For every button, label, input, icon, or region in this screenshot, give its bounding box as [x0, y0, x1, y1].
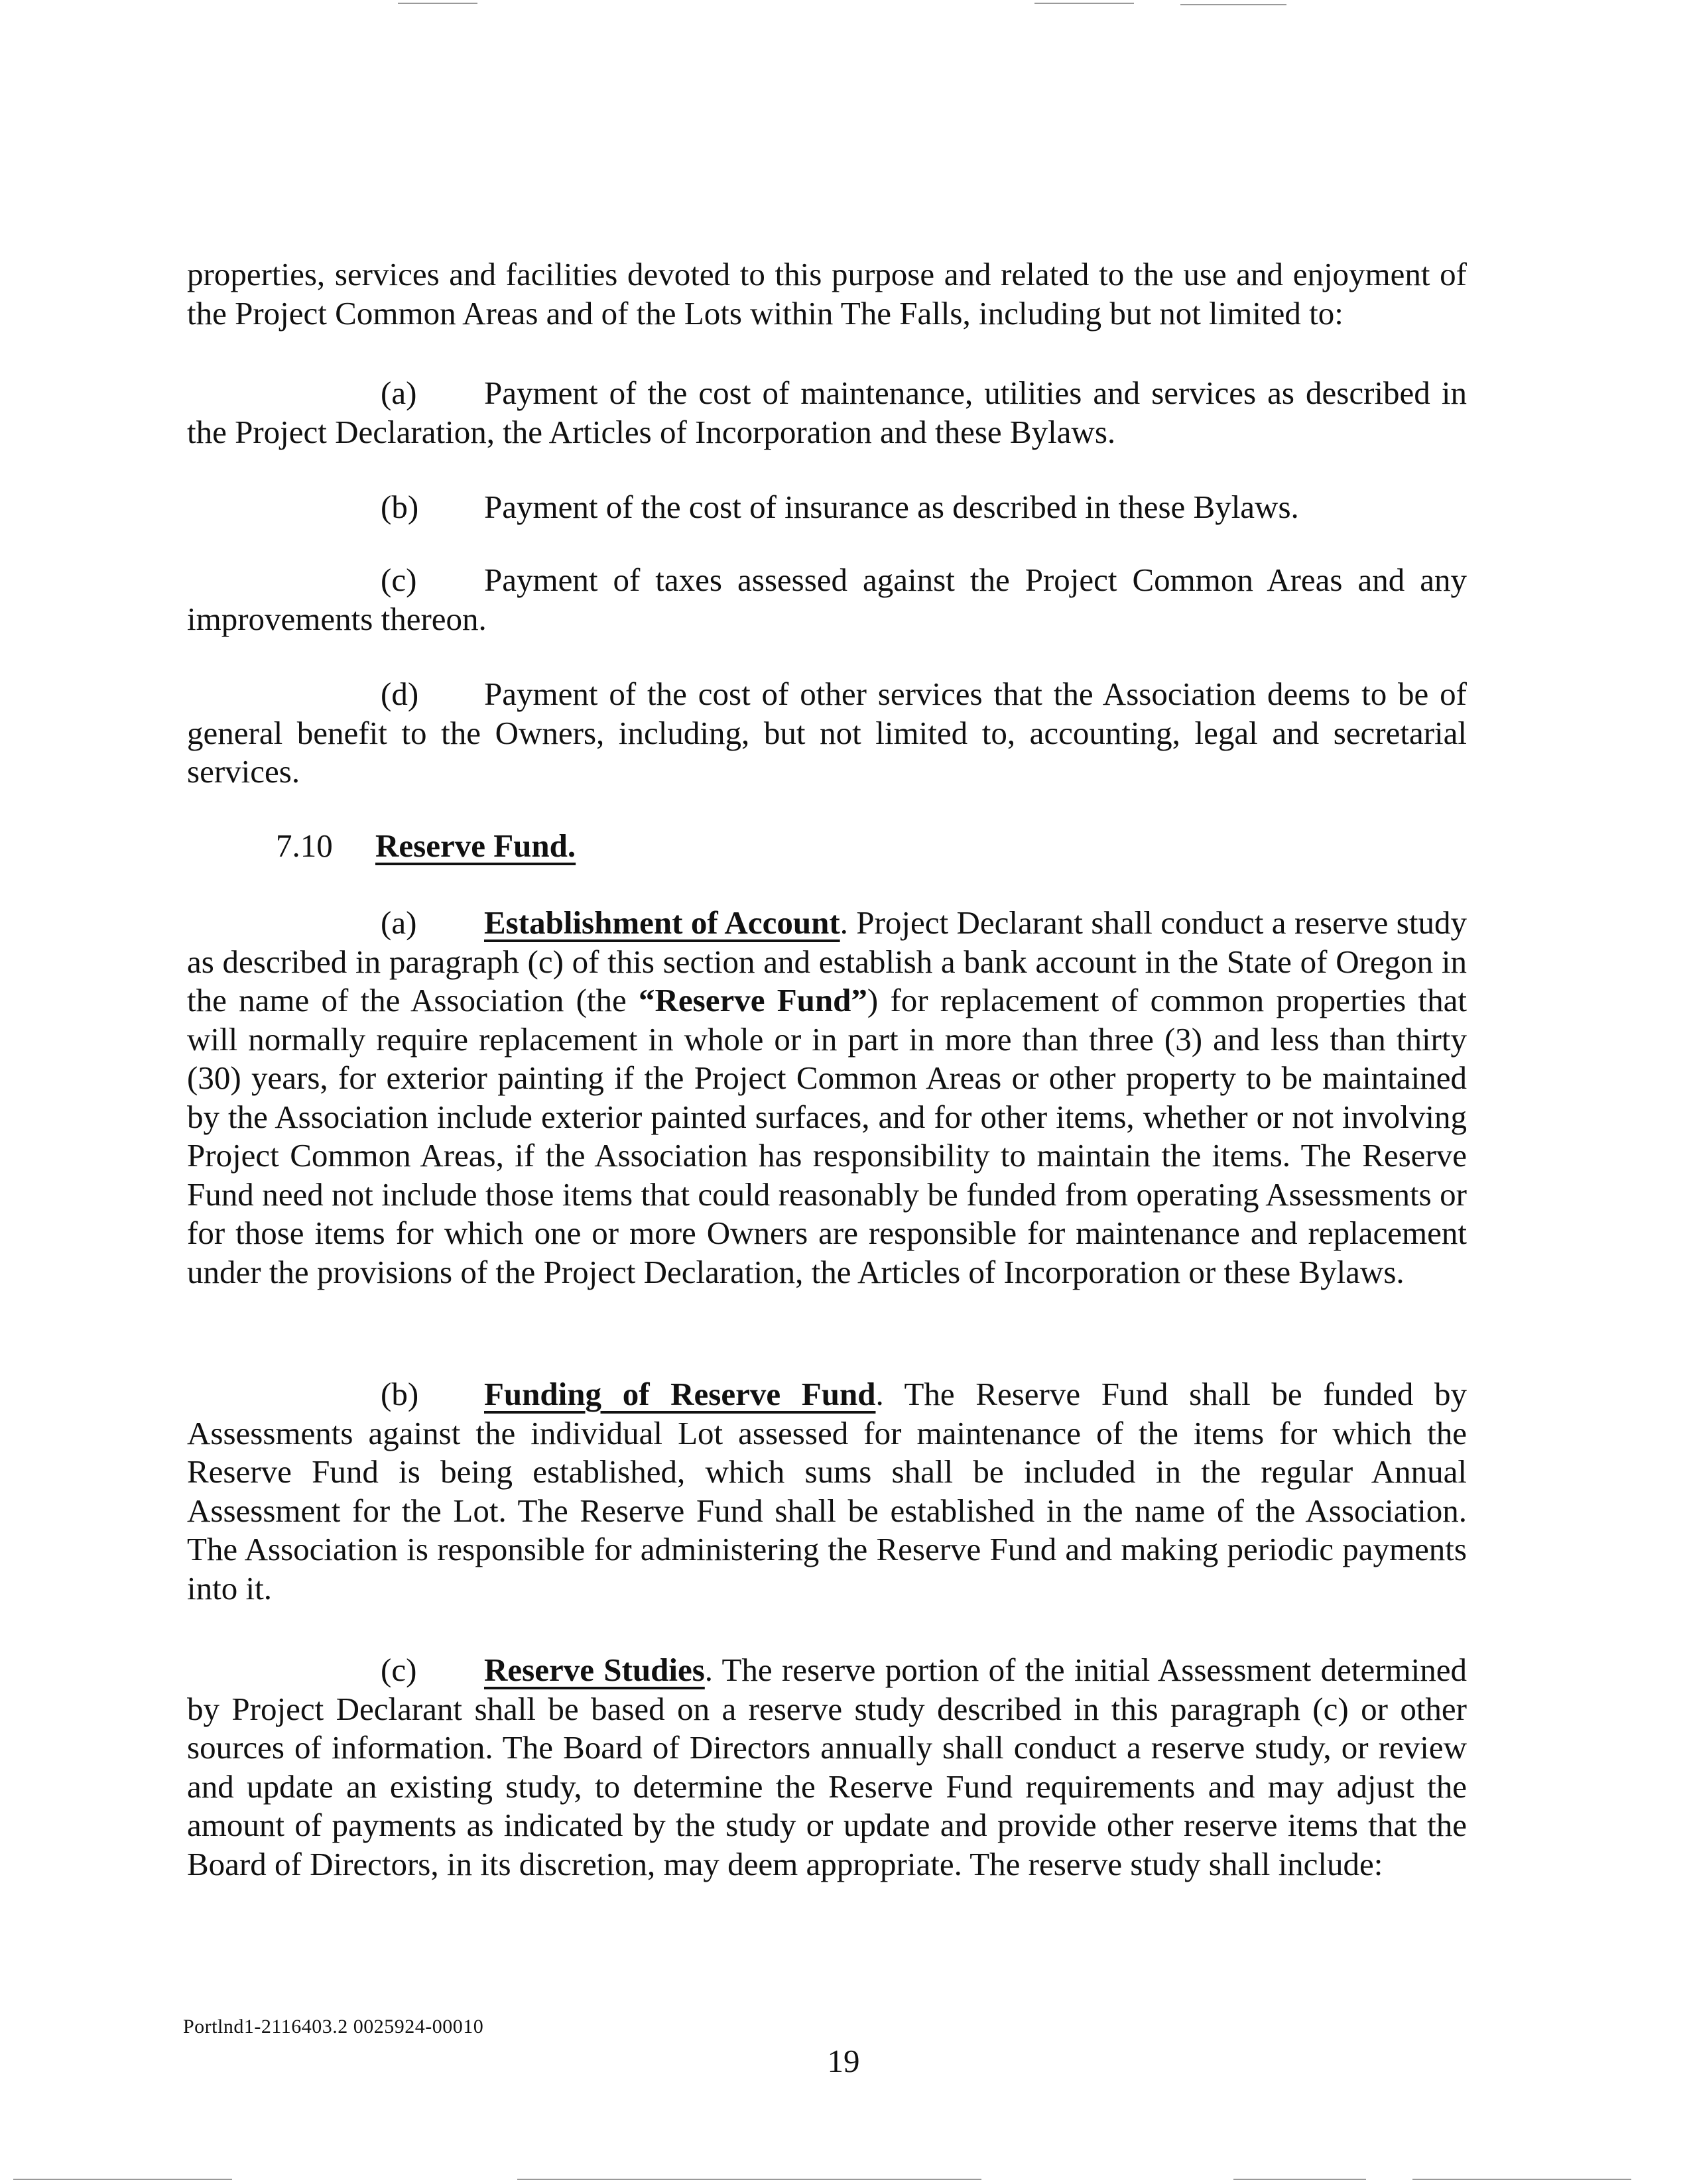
item-text: Payment of the cost of maintenance, utilities and services as described in the Project Declaration, the Articles of Incorporation and these Bylaws. [187, 375, 1467, 450]
intro-text: properties, services and facilities devoted to this purpose and related to the use and enjoyment of the Project Common Areas and of the Lots within The Falls, including but not limited to: [187, 256, 1467, 332]
item-label: (b) [381, 489, 419, 525]
scan-artifact [517, 2179, 981, 2180]
scan-artifact [1233, 2179, 1366, 2180]
list-item [187, 675, 1467, 792]
subsection-a [187, 904, 1467, 1292]
subsection-label: (a) [381, 904, 417, 941]
subsection-b [187, 1375, 1467, 1608]
scan-artifact [398, 3, 477, 4]
scan-artifact [1180, 4, 1286, 5]
section-title: Reserve Fund. [375, 827, 576, 864]
section-heading [187, 827, 1467, 866]
scan-artifact [1412, 2179, 1631, 2180]
defined-term: “Reserve Fund” [639, 982, 867, 1018]
subsection-c [187, 1651, 1467, 1884]
subsection-label: (c) [381, 1652, 417, 1688]
item-label: (c) [381, 562, 417, 598]
item-label: (d) [381, 676, 419, 712]
list-item [187, 374, 1467, 452]
subsection-text: ) for replacement of common properties that will normally require replacement in whole or in part in more than three (3) and less than thirty (30) years, for exterior painting if the Project Common Areas or other property to be maintained by the Association include exterior painted surfaces, and for other items, whether or not involving Project Common Areas, if the Association has responsibility to maintain the items. The Reserve Fund need not include those items that could reasonably be funded from operating Assessments or for those items for which one or more Owners are responsible for maintenance and replacement under the provisions of the Project Declaration, the Articles of Incorporation or these Bylaws. [187, 982, 1467, 1290]
page-number: 19 [827, 2043, 860, 2079]
item-text: Payment of the cost of other services that the Association deems to be of general benefit to the Owners, including, but not limited to, accounting, legal and secretarial services. [187, 676, 1467, 790]
subsection-text: . Project Declarant shall conduct a reserve study as described in paragraph (c) of this section and establish a bank account in the State of Oregon in the name of the Association (the [187, 904, 1467, 1018]
subsection-heading: Establishment of Account [484, 904, 840, 941]
subsection-label: (b) [381, 1376, 419, 1412]
scan-artifact [1034, 3, 1134, 4]
item-text: Payment of taxes assessed against the Project Common Areas and any improvements thereon. [187, 562, 1467, 637]
intro-paragraph [187, 255, 1467, 333]
document-id: Portlnd1-2116403.2 0025924-00010 [183, 2016, 484, 2037]
list-item [187, 561, 1467, 638]
subsection-heading: Reserve Studies [484, 1652, 705, 1688]
subsection-text: . The reserve portion of the initial Assessment determined by Project Declarant shall be based on a reserve study described in this paragraph (c) or other sources of information. The Board of Directors annually shall conduct a reserve study, or review and update an existing study, to determine the Reserve Fund requirements and may adjust the amount of payments as indicated by the study or update and provide other reserve items that the Board of Directors, in its discretion, may deem appropriate. The reserve study shall include: [187, 1652, 1468, 1882]
item-text: Payment of the cost of insurance as described in these Bylaws. [484, 489, 1299, 525]
scan-artifact [13, 2179, 232, 2180]
section-number: 7.10 [276, 827, 333, 864]
subsection-text: . The Reserve Fund shall be funded by Assessments against the individual Lot assessed for maintenance of the items for which the Reserve Fund is being established, which sums shall be included in the regular Annual Assessment for the Lot. The Reserve Fund shall be established in the name of the Association. The Association is responsible for administering the Reserve Fund and making periodic payments into it. [187, 1376, 1467, 1607]
list-item [187, 488, 1467, 527]
item-label: (a) [381, 375, 417, 411]
subsection-heading: Funding of Reserve Fund [484, 1376, 876, 1412]
